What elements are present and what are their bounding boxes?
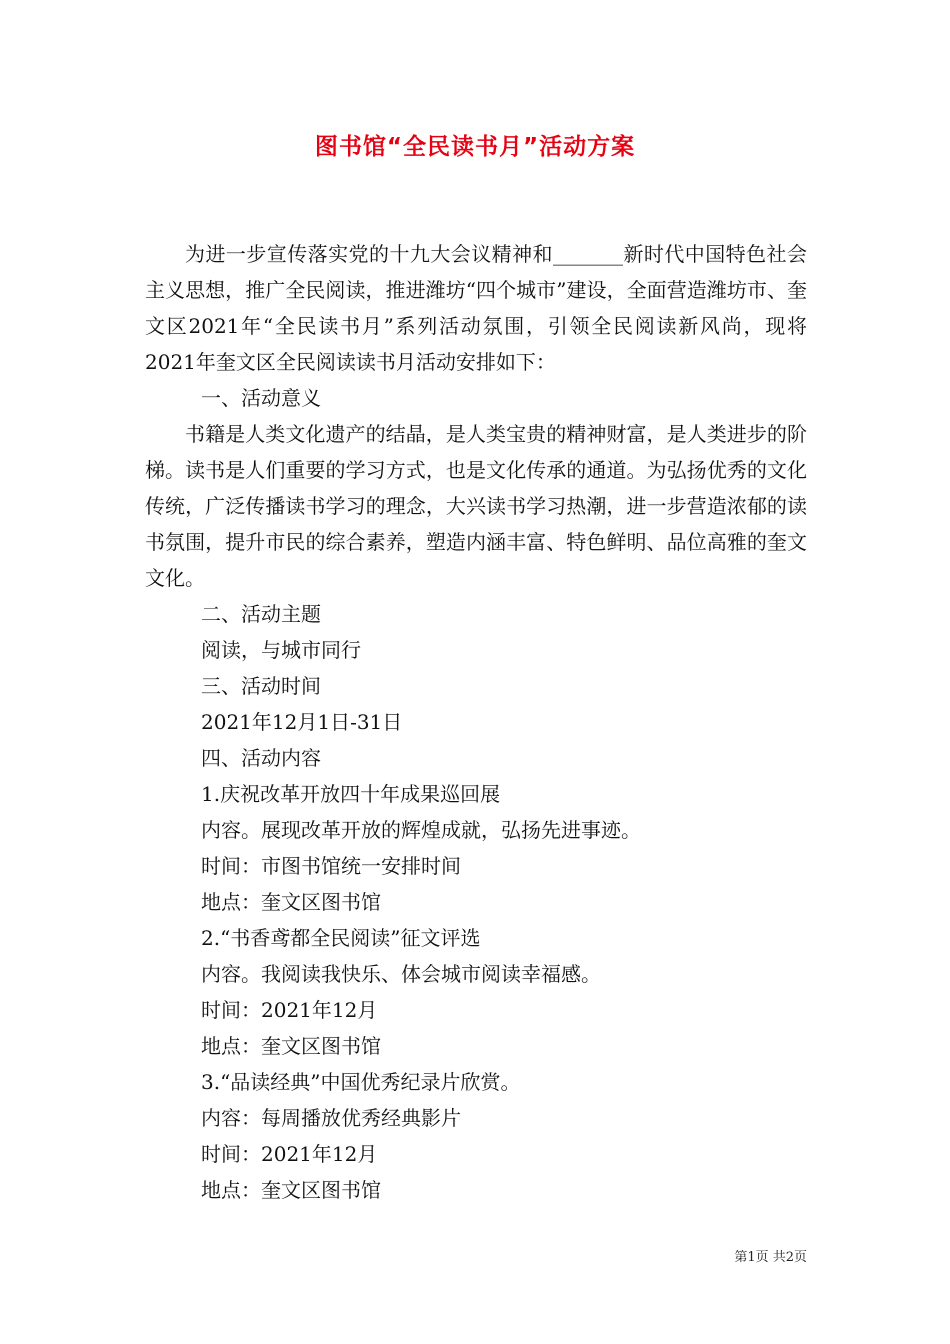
activity-place: 地点：奎文区图书馆 <box>201 1178 381 1202</box>
page-title: 图书馆“全民读书月”活动方案 <box>314 134 636 160</box>
activity-item <box>145 776 807 920</box>
section-heading-theme: 二、活动主题 <box>201 602 321 626</box>
activity-title: 3.“品读经典”中国优秀纪录片欣赏。 <box>201 1070 521 1094</box>
activity-content: 内容：每周播放优秀经典影片 <box>201 1106 461 1130</box>
activity-time: 时间：市图书馆统一安排时间 <box>201 854 461 878</box>
section-heading-content: 四、活动内容 <box>201 746 321 770</box>
activity-title: 2.“书香鸢都全民阅读”征文评选 <box>201 926 481 950</box>
page-number: 第1页 共2页 <box>734 1250 807 1265</box>
activity-title: 1.庆祝改革开放四十年成果巡回展 <box>201 782 501 806</box>
activity-place: 地点：奎文区图书馆 <box>201 890 381 914</box>
activity-content: 内容。展现改革开放的辉煌成就，弘扬先进事迹。 <box>201 818 641 842</box>
time-text: 2021年12月1日-31日 <box>201 710 403 734</box>
activity-item <box>145 920 807 1064</box>
activity-time: 时间：2021年12月 <box>201 1142 378 1166</box>
theme-text: 阅读，与城市同行 <box>201 638 361 662</box>
activity-time: 时间：2021年12月 <box>201 998 378 1022</box>
activity-content: 内容。我阅读我快乐、体会城市阅读幸福感。 <box>201 962 601 986</box>
significance-paragraph: 书籍是人类文化遗产的结晶，是人类宝贵的精神财富，是人类进步的阶梯。读书是人们重要的学习方式，也是文化传承的通道。为弘扬优秀的文化传统，广泛传播读书学习的理念，大兴读书学习热潮，进一步营造浓郁的读书氛围，提升市民的综合素养，塑造内涵丰富、特色鲜明、品位高雅的奎文文化。 <box>145 422 807 590</box>
activity-item <box>145 1064 807 1208</box>
document-body <box>145 236 807 1208</box>
intro-paragraph: 为进一步宣传落实党的十九大会议精神和_______新时代中国特色社会主义思想，推广全民阅读，推进潍坊“四个城市”建设，全面营造潍坊市、奎文区2021年“全民读书月”系列活动氛围，引领全民阅读新风尚，现将2021年奎文区全民阅读读书月活动安排如下： <box>145 242 807 374</box>
activity-place: 地点：奎文区图书馆 <box>201 1034 381 1058</box>
section-heading-significance: 一、活动意义 <box>201 386 321 410</box>
section-heading-time: 三、活动时间 <box>201 674 321 698</box>
